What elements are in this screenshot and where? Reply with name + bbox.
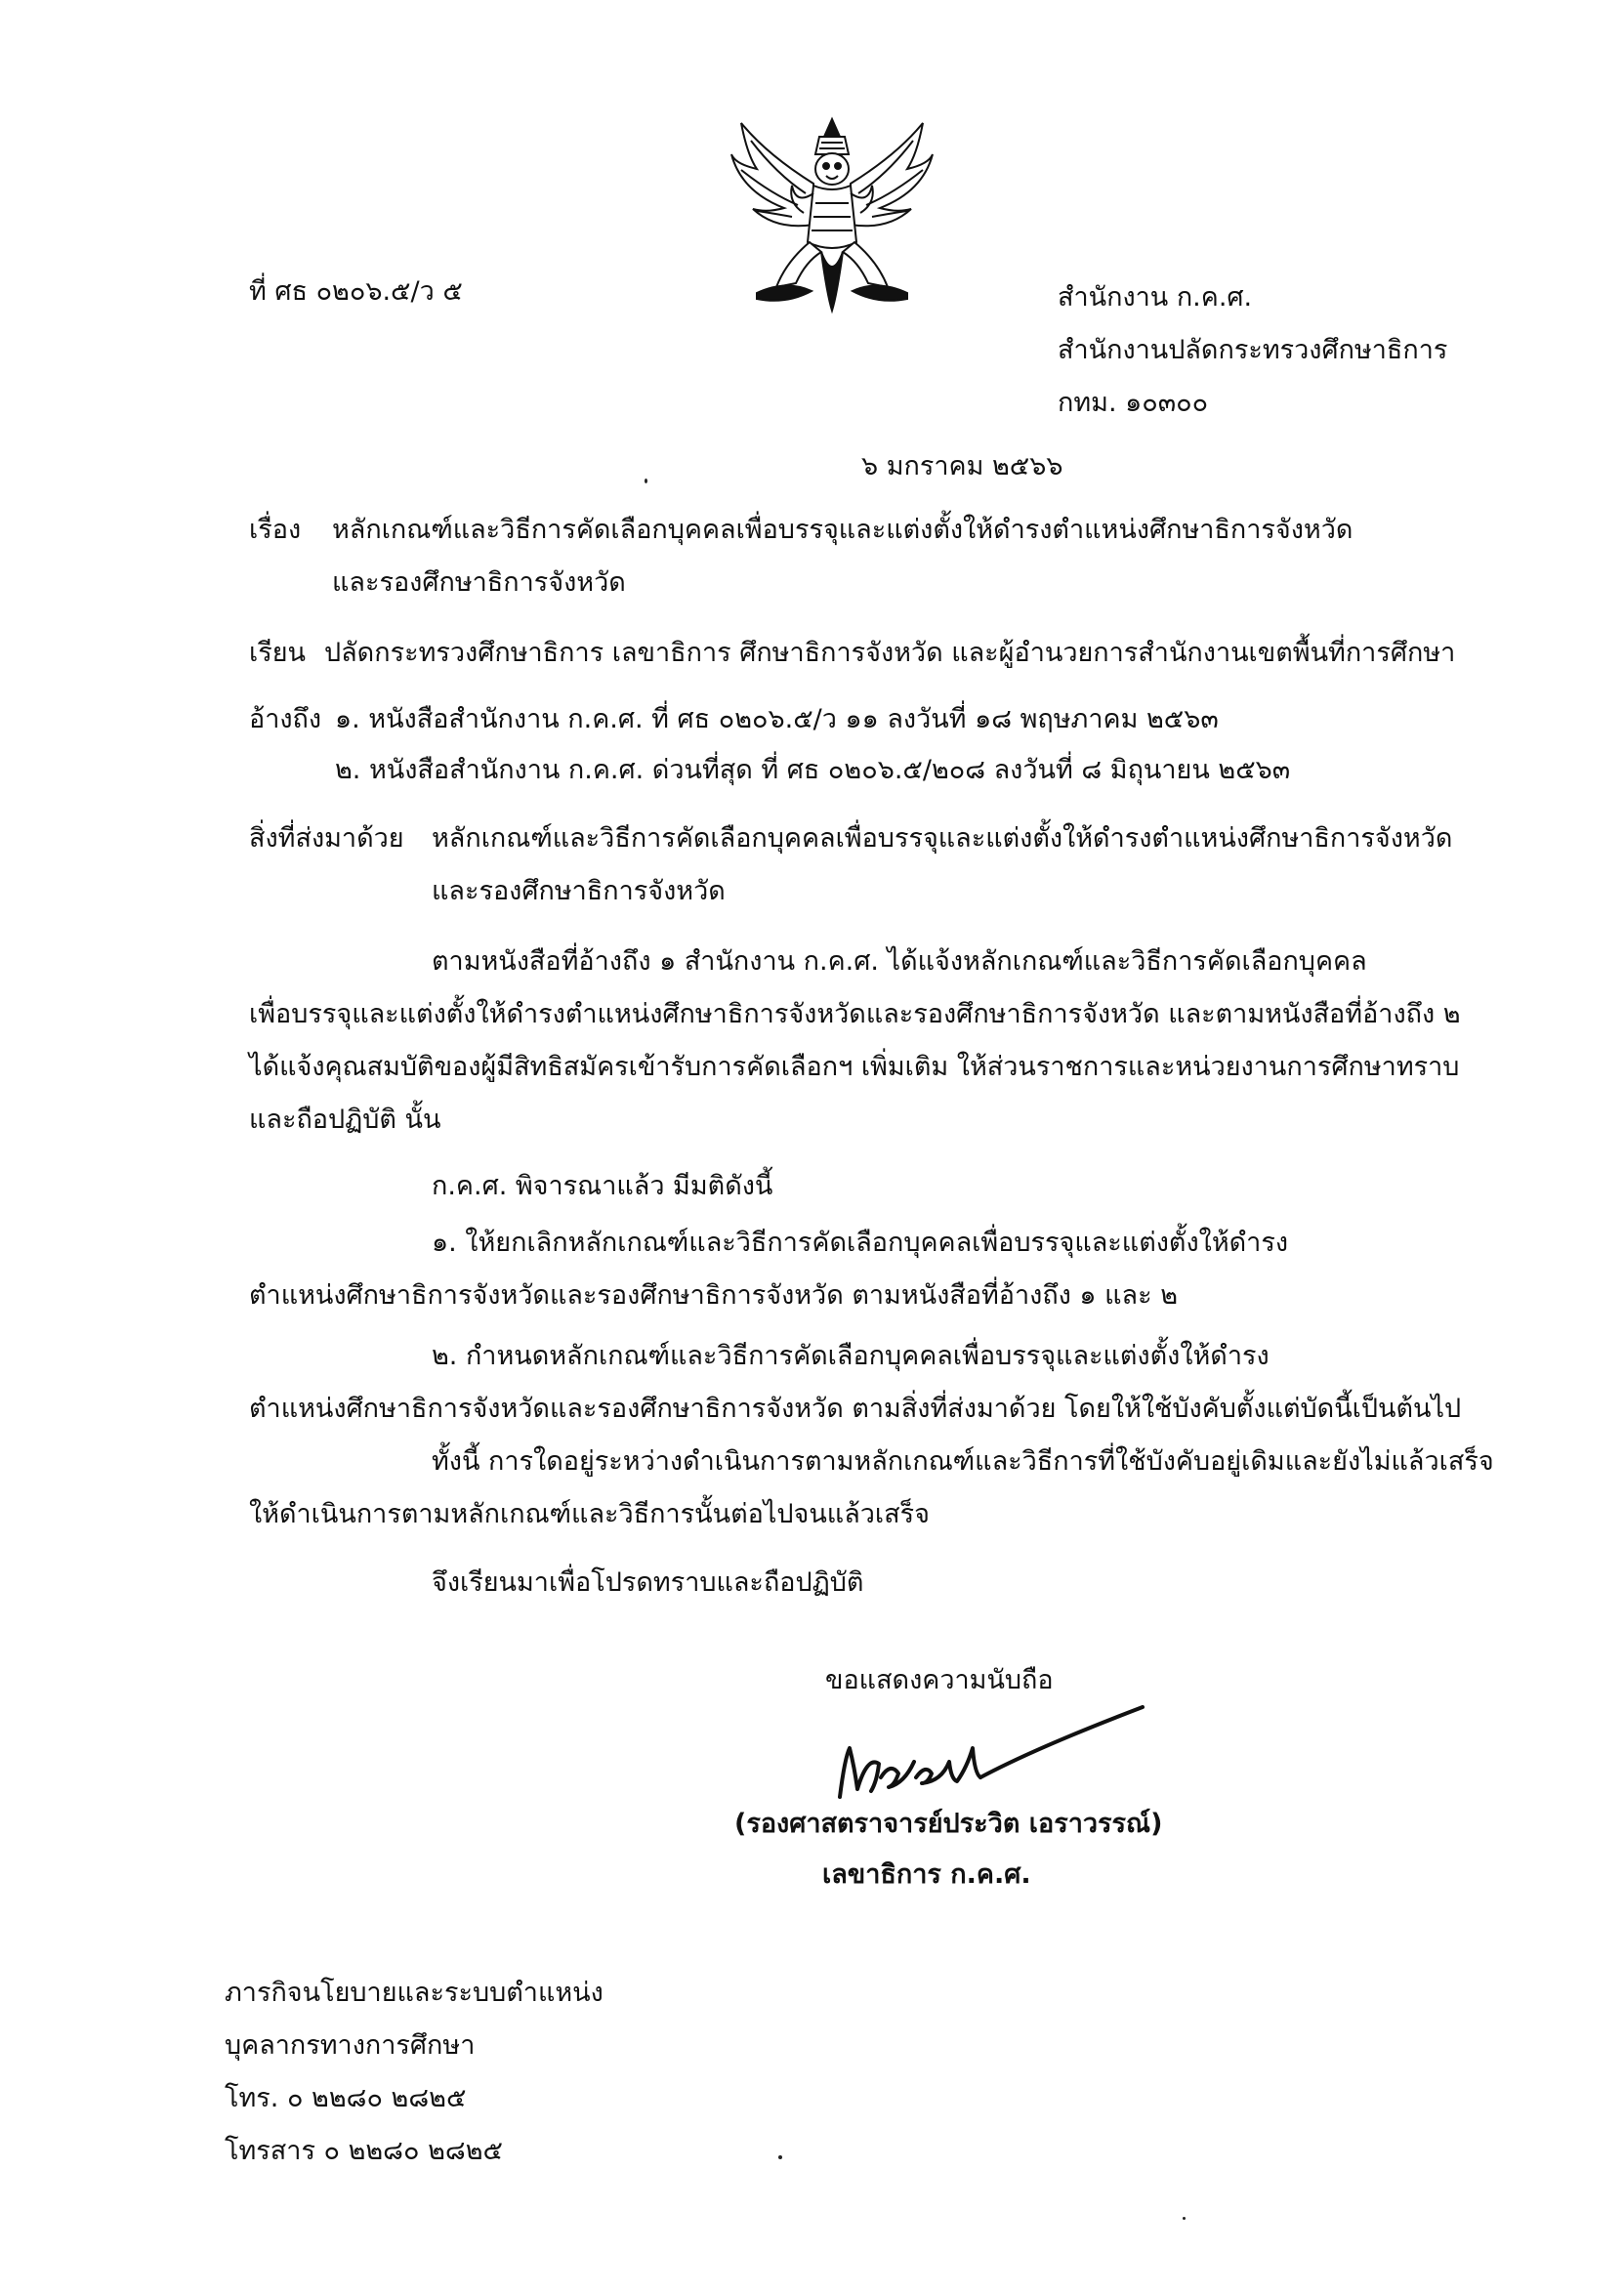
office-name: สำนักงาน ก.ค.ศ. [1058, 282, 1253, 313]
footer-department-line-2: บุคลากรทางการศึกษา [225, 2030, 476, 2061]
office-ministry: สำนักงานปลัดกระทรวงศึกษาธิการ [1058, 335, 1448, 365]
signer-title: เลขาธิการ ก.ค.ศ. [822, 1859, 1031, 1890]
enclosure-label: สิ่งที่ส่งมาด้วย [249, 823, 404, 854]
reference-label: อ้างถึง [249, 704, 322, 734]
footer-phone: โทร. ๐ ๒๒๘๐ ๒๘๒๕ [225, 2083, 467, 2113]
paragraph-5-line-2: ให้ดำเนินการตามหลักเกณฑ์และวิธีการนั้นต่อไปจนแล้วเสร็จ [249, 1499, 930, 1529]
regards-text: ขอแสดงความนับถือ [825, 1665, 1054, 1695]
footer-fax: โทรสาร ๐ ๒๒๘๐ ๒๘๒๕ [225, 2136, 503, 2166]
paragraph-3-line-1: ๑. ให้ยกเลิกหลักเกณฑ์และวิธีการคัดเลือกบุคคลเพื่อบรรจุและแต่งตั้งให้ดำรง [432, 1228, 1288, 1258]
to-label: เรียน [249, 638, 307, 668]
enclosure-line-2: และรองศึกษาธิการจังหวัด [432, 876, 726, 906]
scan-speck [1183, 2217, 1186, 2220]
subject-line-2: และรองศึกษาธิการจังหวัด [332, 567, 626, 598]
office-address: กทม. ๑๐๓๐๐ [1058, 388, 1209, 418]
document-number: ที่ ศธ ๐๒๐๖.๕/ว ๕ [249, 276, 463, 307]
paragraph-2-line-1: ก.ค.ศ. พิจารณาแล้ว มีมติดังนี้ [432, 1171, 773, 1201]
paragraph-3-line-2: ตำแหน่งศึกษาธิการจังหวัดและรองศึกษาธิการจังหวัด ตามหนังสือที่อ้างถึง ๑ และ ๒ [249, 1280, 1178, 1311]
paragraph-4-line-2: ตำแหน่งศึกษาธิการจังหวัดและรองศึกษาธิการจังหวัด ตามสิ่งที่ส่งมาด้วย โดยให้ใช้บังคับตั้งแต่บัดนี้เป็นต้นไป [249, 1394, 1462, 1424]
enclosure-line-1: หลักเกณฑ์และวิธีการคัดเลือกบุคคลเพื่อบรรจุและแต่งตั้งให้ดำรงตำแหน่งศึกษาธิการจังหวัด [432, 823, 1453, 854]
paragraph-1-line-1: ตามหนังสือที่อ้างถึง ๑ สำนักงาน ก.ค.ศ. ได้แจ้งหลักเกณฑ์และวิธีการคัดเลือกบุคคล [432, 946, 1367, 977]
paragraph-1-line-2: เพื่อบรรจุและแต่งตั้งให้ดำรงตำแหน่งศึกษาธิการจังหวัดและรองศึกษาธิการจังหวัด และตามหนังสือที่อ้างถึง ๒ [249, 999, 1461, 1029]
reference-item-2: ๒. หนังสือสำนักงาน ก.ค.ศ. ด่วนที่สุด ที่ ศธ ๐๒๐๖.๕/๒๐๘ ลงวันที่ ๘ มิถุนายน ๒๕๖๓ [335, 755, 1291, 785]
paragraph-5-line-1: ทั้งนี้ การใดอยู่ระหว่างดำเนินการตามหลักเกณฑ์และวิธีการที่ใช้บังคับอยู่เดิมและยังไม่แล้วเสร็จ [432, 1446, 1494, 1477]
scan-speck [778, 2155, 782, 2159]
paragraph-4-line-1: ๒. กำหนดหลักเกณฑ์และวิธีการคัดเลือกบุคคลเพื่อบรรจุและแต่งตั้งให้ดำรง [432, 1341, 1270, 1371]
footer-department-line-1: ภารกิจนโยบายและระบบตำแหน่ง [225, 1978, 604, 2008]
to-recipients: ปลัดกระทรวงศึกษาธิการ เลขาธิการ ศึกษาธิการจังหวัด และผู้อำนวยการสำนักงานเขตพื้นที่การศึกษา [324, 638, 1456, 668]
scan-speck [645, 479, 647, 483]
closing-text: จึงเรียนมาเพื่อโปรดทราบและถือปฏิบัติ [432, 1567, 864, 1598]
subject-label: เรื่อง [249, 515, 302, 545]
paragraph-1-line-4: และถือปฏิบัติ นั้น [249, 1105, 441, 1135]
document-date: ๖ มกราคม ๒๕๖๖ [861, 451, 1063, 481]
reference-item-1: ๑. หนังสือสำนักงาน ก.ค.ศ. ที่ ศธ ๐๒๐๖.๕/ว ๑๑ ลงวันที่ ๑๘ พฤษภาคม ๒๕๖๓ [335, 704, 1219, 734]
paragraph-1-line-3: ได้แจ้งคุณสมบัติของผู้มีสิทธิสมัครเข้ารับการคัดเลือกฯ เพิ่มเติม ให้ส่วนราชการและหน่วยงานการศึกษาทราบ [249, 1052, 1460, 1082]
garuda-emblem-icon [728, 115, 937, 315]
handwritten-signature-icon [820, 1680, 1152, 1816]
signer-name: (รองศาสตราจารย์ประวิต เอราวรรณ์) [734, 1809, 1163, 1839]
subject-line-1: หลักเกณฑ์และวิธีการคัดเลือกบุคคลเพื่อบรรจุและแต่งตั้งให้ดำรงตำแหน่งศึกษาธิการจังหวัด [332, 515, 1353, 545]
